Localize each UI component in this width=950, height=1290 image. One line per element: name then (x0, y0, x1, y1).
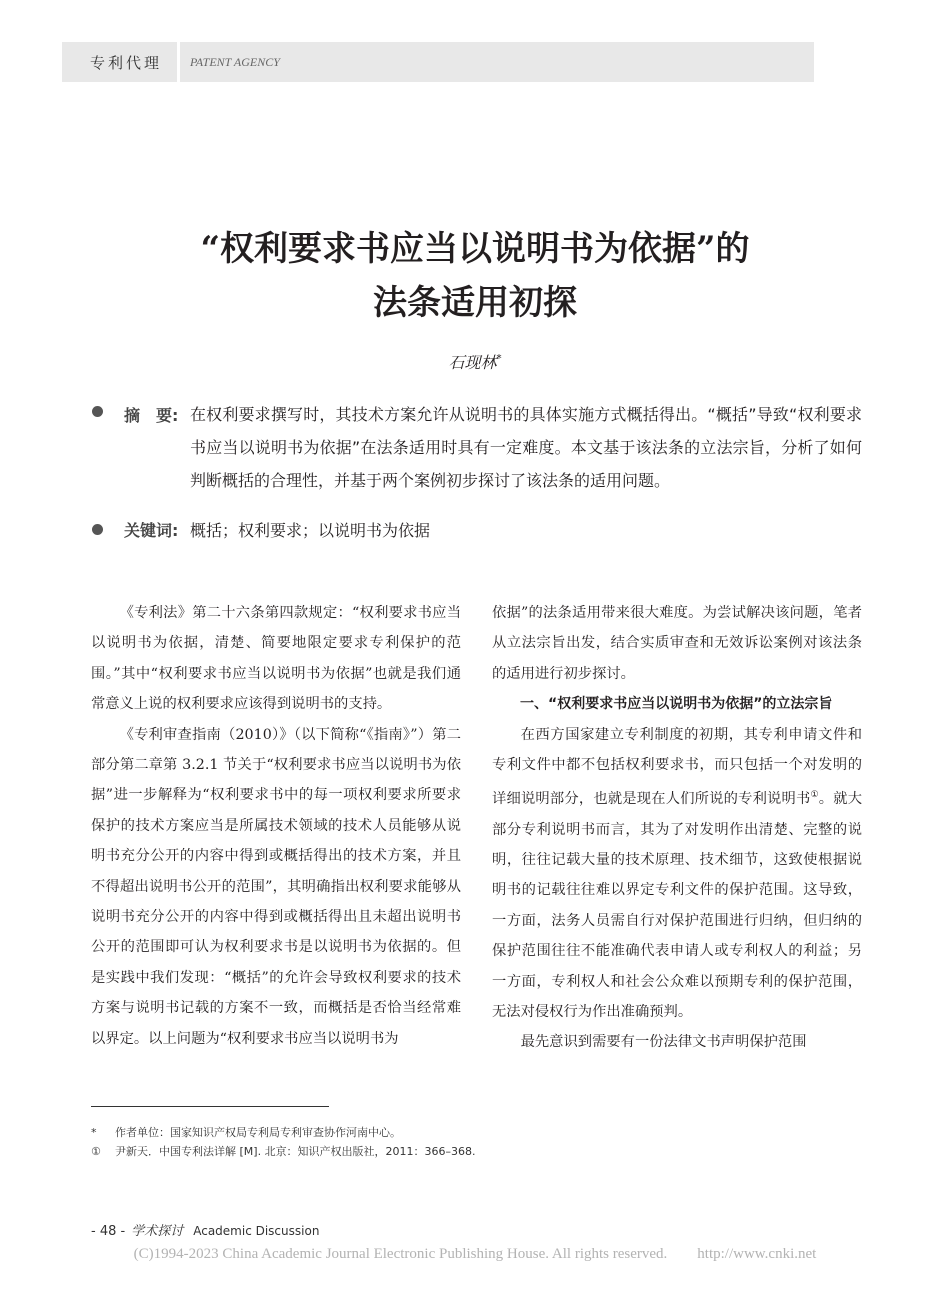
paragraph-part: 。就大部分专利说明书而言，其为了对发明作出清楚、完整的说明，往往记载大量的技术原理、技术细节，这致使根据说明书的记载往往难以界定专利文件的保护范围。这导致，一方面，法务人员需自行对保护范围进行归纳，但归纳的保护范围往往不能准确代表申请人或专利权人的利益；另一方面，专利权人和社会公众难以预期专利的保护范围，无法对侵权行为作出准确预判。 (492, 791, 863, 1021)
abstract-bullet-icon (92, 406, 103, 417)
paragraph: 《专利法》第二十六条第四款规定：“权利要求书应当以说明书为依据，清楚、简要地限定要求专利保护的范围。”其中“权利要求书应当以说明书为依据”也就是我们通常意义上说的权利要求应该得到说明书的支持。 (91, 605, 461, 713)
paragraph (492, 720, 862, 1028)
keywords-text: 概括；权利要求；以说明书为依据 (190, 521, 431, 540)
footnote-text: 作者单位：国家知识产权局专利局专利审查协作河南中心。 (115, 1126, 401, 1139)
abstract-text: 在权利要求撰写时，其技术方案允许从说明书的具体实施方式概括得出。“概括”导致“权利要求书应当以说明书为依据”在法条适用时具有一定难度。本文基于该法条的立法宗旨，分析了如何判断概括的合理性，并基于两个案例初步探讨了该法条的适用问题。 (190, 405, 862, 490)
author-mark: * (496, 353, 502, 365)
copyright-notice: (C)1994-2023 China Academic Journal Electronic Publishing House. All rights reserved. http://www.cnki.net (133, 1246, 817, 1262)
running-header (62, 42, 814, 82)
header-section-cn: 专利代理 (90, 54, 163, 72)
journal-section-en: Academic Discussion (193, 1224, 320, 1238)
footnote-text: 尹新天．中国专利法详解 [M]. 北京：知识产权出版社，2011：366–368. (115, 1145, 476, 1158)
paragraph-part: 在西方国家建立专利制度的初期，其专利申请文件和专利文件中都不包括权利要求书，而只包括一个对发明的详细说明部分，也就是现在人们所说的专利说明书 (492, 726, 862, 808)
paragraph: 依据”的法条适用带来很大难度。为尝试解决该问题，笔者从立法宗旨出发，结合实质审查和无效诉讼案例对该法条的适用进行初步探讨。 (492, 605, 862, 682)
footnote-ref[interactable]: ① (810, 790, 819, 801)
body-column-right (492, 598, 862, 1058)
footnote-mark: ① (91, 1145, 101, 1158)
paragraph: 最先意识到需要有一份法律文书声明保护范围 (520, 1034, 807, 1051)
footnote-mark: * (91, 1126, 97, 1139)
section-heading: 一、“权利要求书应当以说明书为依据”的立法宗旨 (520, 696, 833, 713)
abstract-label: 摘 要: (124, 406, 179, 425)
header-section-en: PATENT AGENCY (190, 55, 280, 69)
author-name: 石现林 (448, 353, 497, 372)
author-line (0, 350, 950, 373)
page-number: - 48 - (91, 1224, 126, 1239)
page-footer (91, 1220, 319, 1239)
article-title (75, 222, 875, 330)
footnote (91, 1143, 476, 1159)
title-line-1: “权利要求书应当以说明书为依据”的 (200, 229, 750, 269)
body-column-left (91, 598, 461, 1054)
keywords-label: 关键词: (124, 521, 179, 540)
journal-section-cn: 学术探讨 (131, 1224, 184, 1239)
footnote-divider (91, 1106, 329, 1107)
title-line-2: 法条适用初探 (373, 283, 577, 323)
header-divider (177, 42, 180, 82)
paragraph: 《专利审查指南（2010）》（以下简称“《指南》”）第二部分第二章第 3.2.1 节关于“权利要求书应当以说明书为依据”进一步解释为“权利要求书中的每一项权利要求所要求保护的技术方案应当是所属技术领域的技术人员能够从说明书充分公开的内容中得到或概括得出的技术方案，并且不得超出说明书公开的范围”，其明确指出权利要求能够从说明书充分公开的内容中得到或概括得出且未超出说明书公开的范围即可认为权利要求书是以说明书为依据的。但是实践中我们发现：“概括”的允许会导致权利要求的技术方案与说明书记载的方案不一致，而概括是否恰当经常难以界定。以上问题为“权利要求书应当以说明书为 (91, 726, 461, 1047)
keywords-bullet-icon (92, 524, 103, 535)
footnote (91, 1124, 401, 1140)
